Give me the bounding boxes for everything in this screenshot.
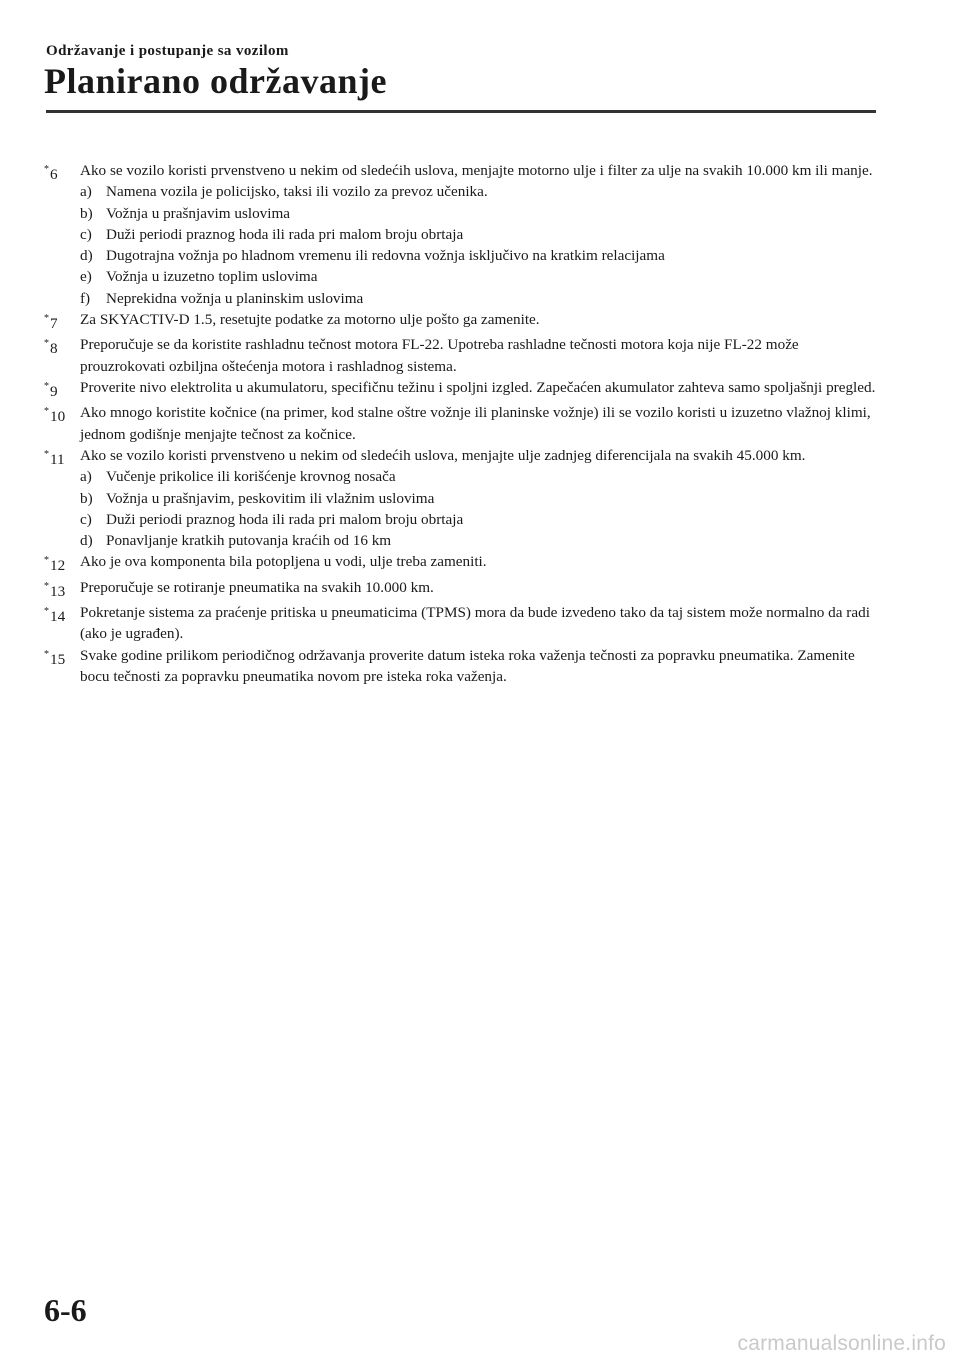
footnote-number-text: 6 [50,166,58,184]
footnote-number [44,334,80,359]
section-header: Održavanje i postupanje sa vozilom [46,43,289,59]
list-item-text: Vučenje prikolice ili korišćenje krovnog nosača [106,468,396,486]
footnote-text: Svake godine prilikom periodičnog održavanja proverite datum isteka roka važenja tečnosti za popravku pneumatika. Zamenite bocu tečnosti za popravku pneumatika novom pre isteka roka važenja. [80,646,855,686]
footnote-text: Ako je ova komponenta bila potopljena u vodi, ulje treba zameniti. [80,553,487,571]
list-item-text: Namena vozila je policijsko, taksi ili vozilo za prevoz učenika. [106,183,488,201]
footnote-8 [44,334,880,377]
list-item [80,509,880,530]
list-item-text: Duži periodi praznog hoda ili rada pri malom broju obrtaja [106,225,464,243]
footnote-marker: * [44,164,49,175]
list-item-text: Ponavljanje kratkih putovanja kraćih od 16 km [106,532,392,550]
footnote-body [80,551,880,572]
footnote-marker: * [44,381,49,393]
list-item-text: Vožnja u prašnjavim, peskovitim ili vlažnim uslovima [106,489,435,507]
footnote-body [80,445,880,551]
footnote-11 [44,445,880,551]
list-item [80,181,880,202]
footnote-15 [44,645,880,688]
footnote-number [44,551,80,576]
footnote-text: Ako se vozilo koristi prvenstveno u nekim od sledećih uslova, menjajte motorno ulje i filter za ulje na svakih 10.000 km ili manje. [80,162,873,179]
footnote-marker: * [44,448,49,460]
list-item [80,245,880,266]
footnote-12 [44,551,880,576]
list-item-letter: f) [80,289,91,307]
list-item-letter: e) [80,268,92,286]
list-item-text: Neprekidna vožnja u planinskim uslovima [106,289,364,307]
list-item [80,530,880,551]
footnote-body [80,309,880,330]
list-item-letter: b) [80,204,93,222]
list-item [80,224,880,245]
list-item [80,288,880,309]
footnote-text: Proverite nivo elektrolita u akumulatoru, specifičnu težinu i spoljni izgled. Zapečaćen akumulator zahteva samo spoljašnji pregled. [80,379,876,397]
footnote-number-text: 13 [50,582,66,600]
page-title: Planirano održavanje [44,61,387,101]
title-divider [46,110,876,113]
footnote-number-text: 11 [50,451,65,469]
list-item-letter: d) [80,532,93,550]
footnote-text: Preporučuje se da koristite rashladnu tečnost motora FL-22. Upotreba rashladne tečnosti motora koja nije FL-22 može prouzrokovati ozbiljna oštećenja motora i rashladnog sistema. [80,336,799,375]
footnote-marker: * [44,406,49,418]
footnote-body [80,334,880,377]
footnote-6 [44,160,880,309]
footnote-marker: * [44,555,49,567]
footnote-number [44,160,80,185]
footnotes-list [44,160,880,687]
footnote-number [44,377,80,402]
watermark: carmanualsonline.info [737,1332,946,1355]
footnote-number-text: 15 [50,650,66,668]
footnote-number [44,577,80,602]
footnote-number-text: 7 [50,315,58,333]
list-item-letter: a) [80,183,92,201]
list-item-letter: d) [80,247,93,265]
footnote-number-text: 8 [50,340,58,358]
list-item-text: Vožnja u prašnjavim uslovima [106,204,291,222]
footnote-number-text: 9 [50,383,58,401]
footnote-13 [44,577,880,602]
footnote-marker: * [44,313,49,325]
list-item-text: Vožnja u izuzetno toplim uslovima [106,268,318,286]
list-item [80,466,880,487]
footnote-text: Pokretanje sistema za praćenje pritiska u pneumaticima (TPMS) mora da bude izvedeno tako da taj sistem može normalno da radi (ako je ugrađen). [80,604,870,643]
list-item-text: Duži periodi praznog hoda ili rada pri malom broju obrtaja [106,510,464,528]
footnote-number [44,645,80,670]
footnote-text: Preporučuje se rotiranje pneumatika na svakih 10.000 km. [80,578,434,596]
list-item-text: Dugotrajna vožnja po hladnom vremenu ili redovna vožnja isključivo na kratkim relacijama [106,247,665,265]
list-item [80,266,880,287]
footnote-marker: * [44,580,49,592]
footnote-marker: * [44,606,49,618]
footnote-text: Za SKYACTIV-D 1.5, resetujte podatke za motorno ulje pošto ga zamenite. [80,311,540,329]
footnote-number-text: 14 [50,608,66,626]
footnote-14 [44,602,880,645]
footnote-text: Ako mnogo koristite kočnice (na primer, kod stalne oštre vožnje ili planinske vožnje) ili se vozilo koristi u izuzetno vlažnoj klimi, jednom godišnje menjajte tečnost za kočnice. [80,404,871,443]
footnote-number [44,445,80,470]
list-item-letter: c) [80,225,92,243]
list-item [80,203,880,224]
footnote-body [80,160,880,309]
footnote-number-text: 10 [50,408,66,426]
list-item-letter: a) [80,468,92,486]
list-item-letter: b) [80,489,93,507]
footnote-body [80,602,880,645]
footnote-text: Ako se vozilo koristi prvenstveno u nekim od sledećih uslova, menjajte ulje zadnjeg diferencijala na svakih 45.000 km. [80,446,806,464]
footnote-marker: * [44,648,49,660]
page-number: 6-6 [44,1292,87,1328]
footnote-number [44,402,80,427]
footnote-marker: * [44,338,49,350]
footnote-body [80,402,880,445]
footnote-body [80,377,880,398]
footnote-9 [44,377,880,402]
footnote-number [44,602,80,627]
footnote-10 [44,402,880,445]
list-item [80,488,880,509]
footnote-number [44,309,80,334]
footnote-7 [44,309,880,334]
list-item-letter: c) [80,510,92,528]
footnote-body [80,645,880,688]
footnote-number-text: 12 [50,557,66,575]
footnote-body [80,577,880,598]
